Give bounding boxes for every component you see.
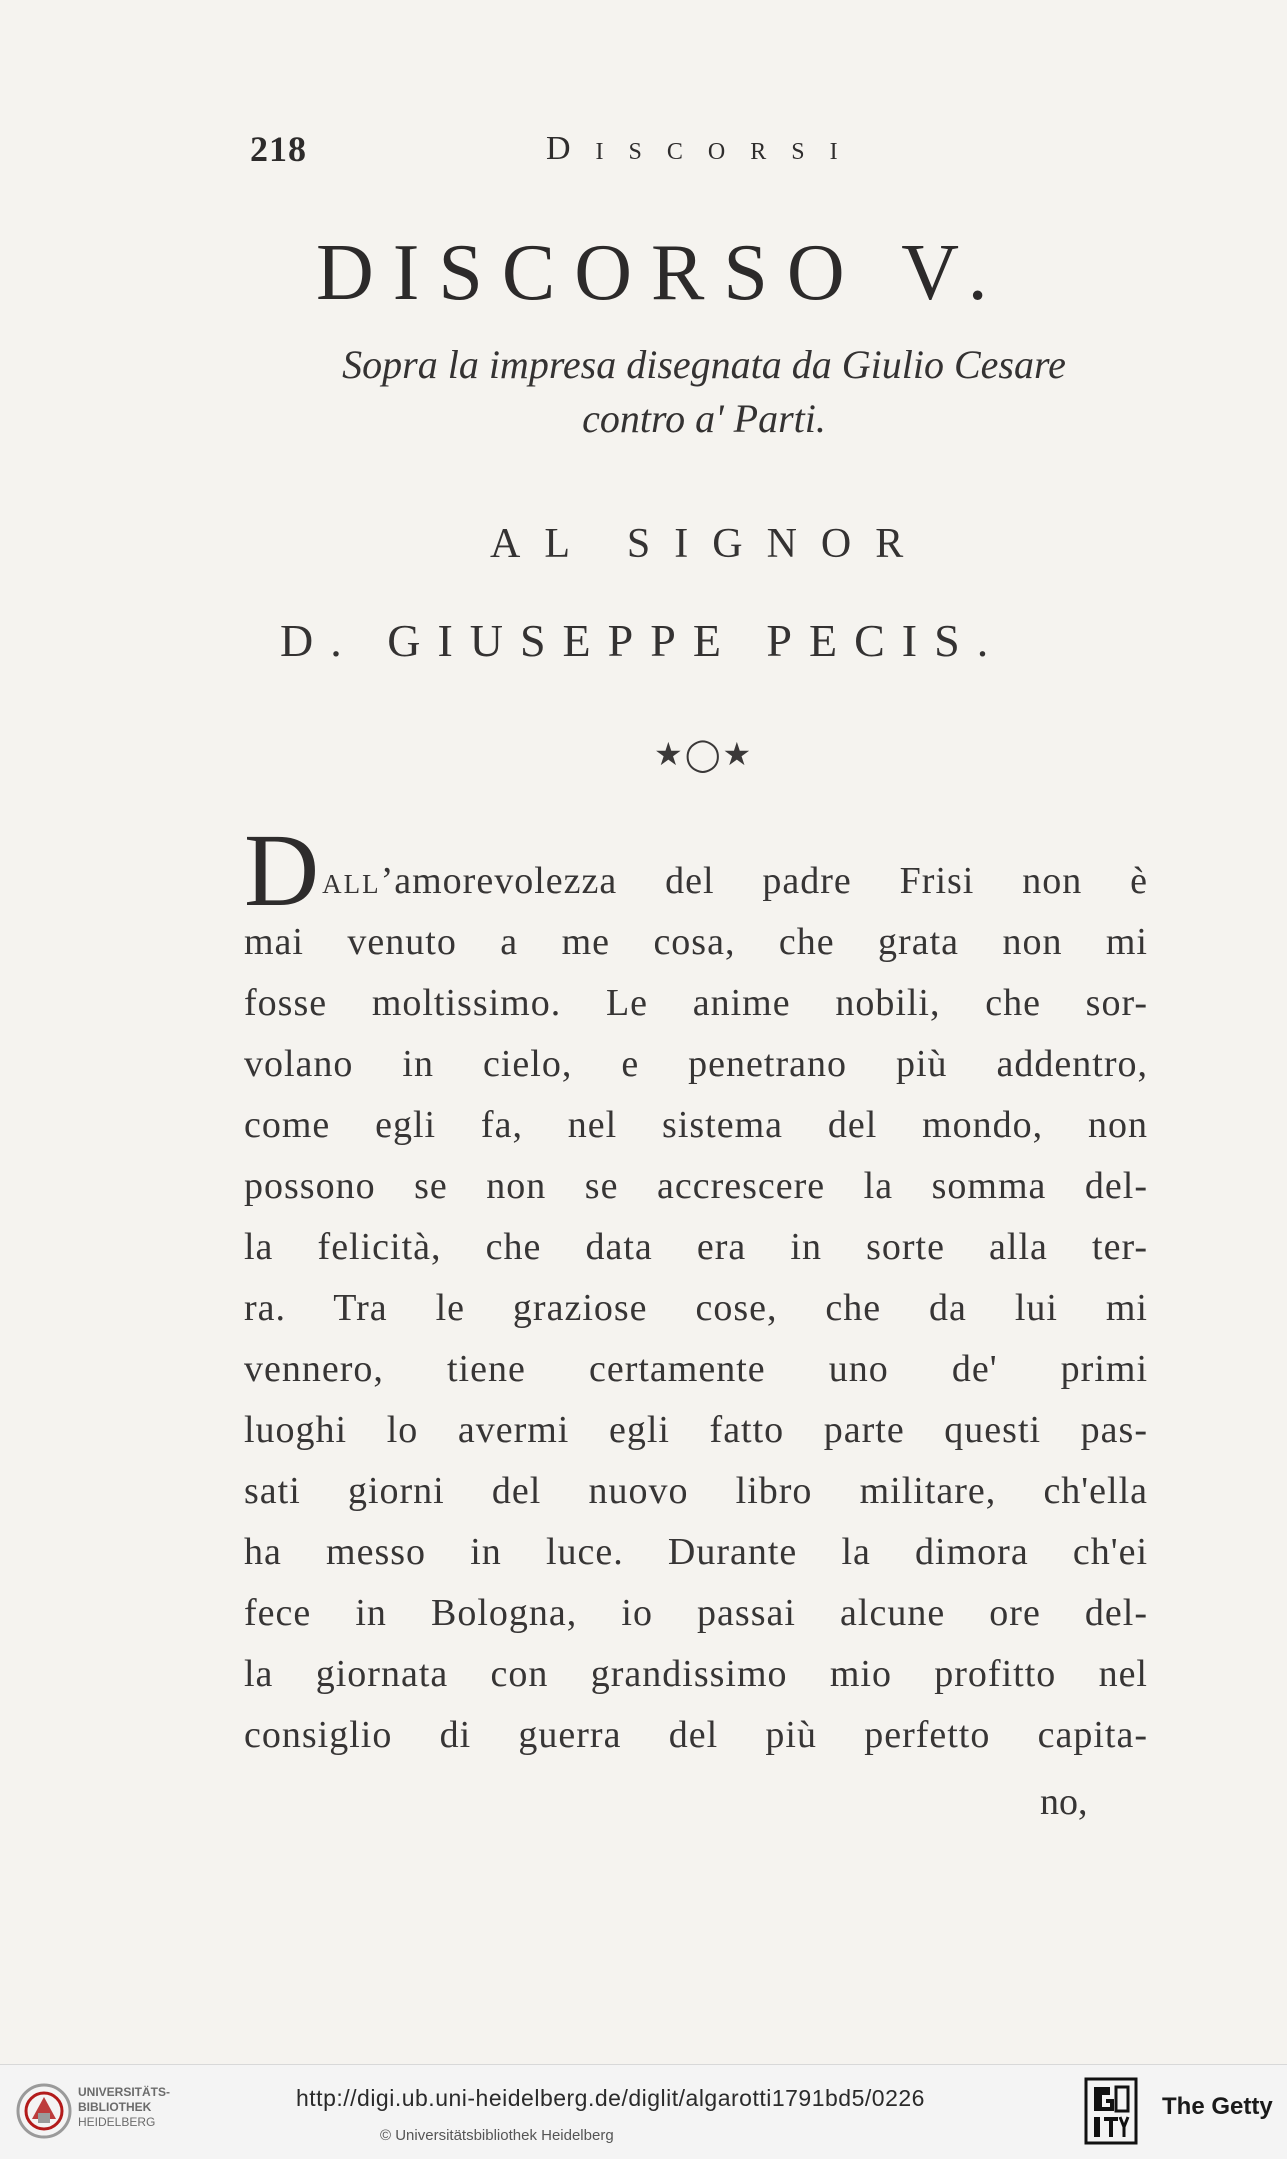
university-library-name [78, 2085, 170, 2130]
subtitle-line-1: Sopra la impresa disegnata da Giulio Cesare [342, 342, 1066, 387]
viewer-footer [0, 2064, 1287, 2159]
library-name-line-1: UNIVERSITÄTS- [78, 2085, 171, 2099]
text-line: come egli fa, nel sistema del mondo, non [244, 1104, 1148, 1146]
drop-cap: D [244, 813, 321, 928]
dedication-line-2: D. GIUSEPPE PECIS. [280, 615, 1006, 666]
running-title: Discorsi [546, 130, 863, 167]
text-line: la giornata con grandissimo mio profitto nel [244, 1653, 1148, 1695]
body-text [244, 813, 1148, 1766]
subtitle-line-2: contro a' Parti. [582, 396, 826, 441]
getty-logo-icon [1084, 2077, 1138, 2145]
text-line: sati giorni del nuovo libro militare, ch'ella [244, 1470, 1148, 1512]
library-name-line-2: BIBLIOTHEK [78, 2100, 152, 2114]
text-line: volano in cielo, e penetrano più addentro, [244, 1043, 1148, 1085]
ornament-divider: ★◯★ [654, 736, 754, 772]
text-line: possono se non se accrescere la somma del- [244, 1165, 1148, 1207]
text-line: fosse moltissimo. Le anime nobili, che sor- [244, 982, 1148, 1024]
text-line: ha messo in luce. Durante la dimora ch'ei [244, 1531, 1148, 1573]
partner-name: The Getty [1162, 2093, 1273, 2120]
text-line: la felicità, che data era in sorte alla ter- [244, 1226, 1148, 1268]
text-line: luoghi lo avermi egli fatto parte questi pas- [244, 1409, 1148, 1451]
copyright-notice: © Universitätsbibliothek Heidelberg [380, 2127, 614, 2144]
text-line: consiglio di guerra del più perfetto capita- [244, 1714, 1148, 1756]
chapter-heading: DISCORSO V. [316, 229, 1007, 317]
permalink-url[interactable]: http://digi.ub.uni-heidelberg.de/diglit/algarotti1791bd5/0226 [296, 2085, 925, 2111]
text-line-content: ’amorevolezza del padre Frisi non è [380, 860, 1148, 902]
dedication-line-1: AL SIGNOR [490, 521, 928, 567]
first-word-small-caps: all [322, 860, 381, 902]
text-line: mai venuto a me cosa, che grata non mi [244, 921, 1148, 963]
text-line: ra. Tra le graziose cose, che da lui mi [244, 1287, 1148, 1329]
chapter-subtitle [248, 338, 1160, 446]
university-library-logo-icon [16, 2083, 72, 2139]
library-name-line-3: HEIDELBERG [78, 2115, 156, 2129]
text-line: fece in Bologna, io passai alcune ore del- [244, 1592, 1148, 1634]
text-line [244, 813, 1148, 928]
page-number: 218 [250, 129, 307, 169]
page-header [250, 128, 890, 178]
text-line: vennero, tiene certamente uno de' primi [244, 1348, 1148, 1390]
catchword: no, [1040, 1781, 1088, 1823]
